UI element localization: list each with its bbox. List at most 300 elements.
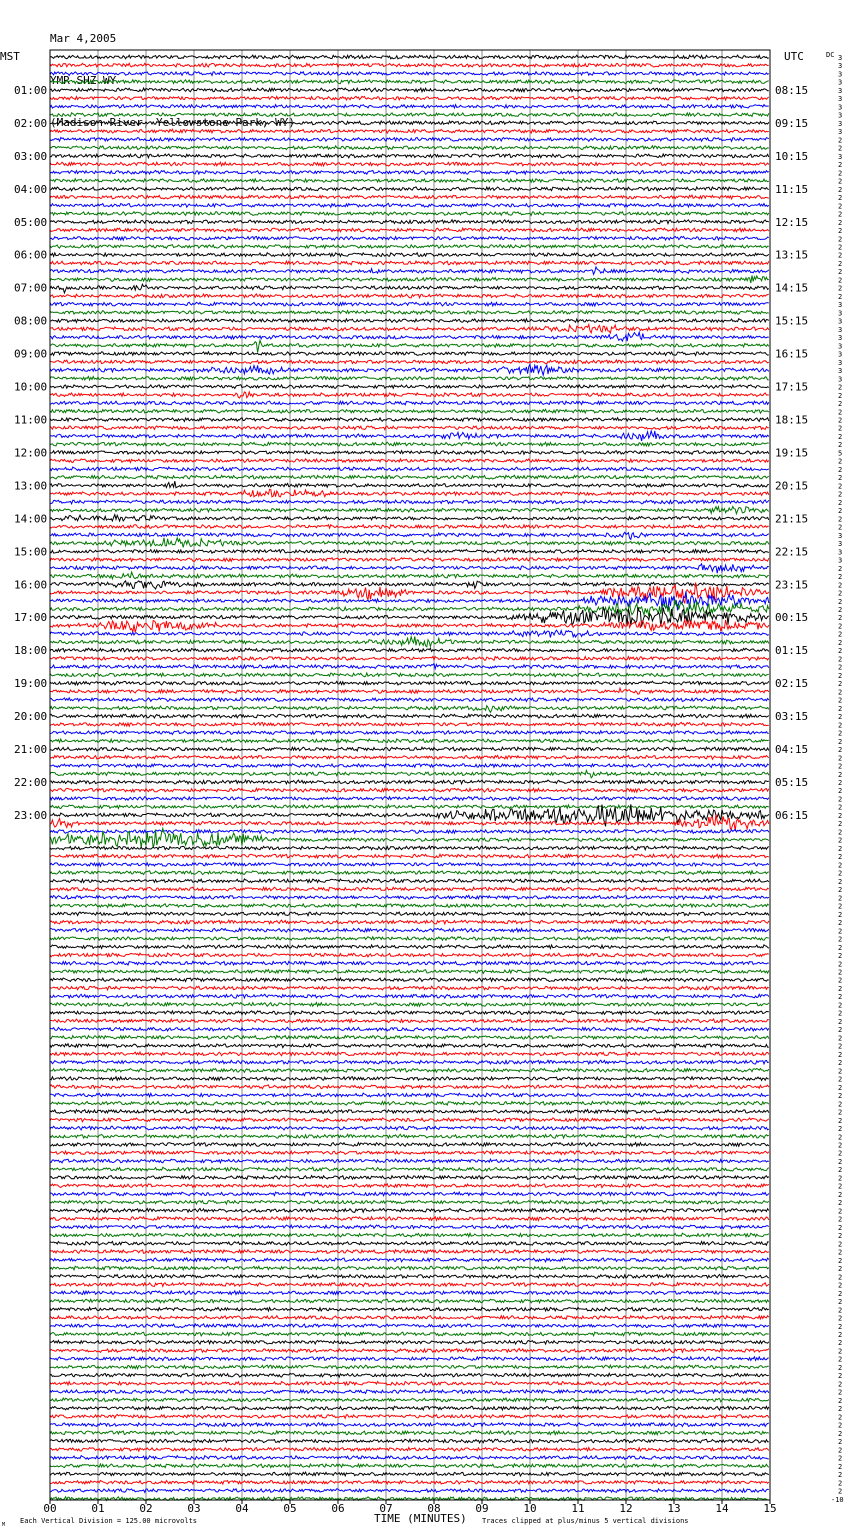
seismic-trace [50, 994, 769, 998]
seismic-trace [50, 1060, 769, 1064]
dc-offset-value: 2 [838, 523, 843, 532]
dc-offset-value: 2 [838, 787, 843, 796]
x-axis-label: TIME (MINUTES) [374, 1512, 467, 1525]
dc-offset-value: 2 [838, 1034, 843, 1043]
dc-offset-value: 2 [838, 803, 843, 812]
seismic-trace [50, 830, 769, 834]
seismic-trace [50, 1126, 769, 1130]
dc-offset-value: 2 [838, 729, 843, 738]
left-hour-label: 12:00 [14, 446, 48, 460]
seismic-trace [50, 409, 769, 413]
seismic-trace [50, 1349, 769, 1353]
x-tick-label: 12 [619, 1502, 633, 1515]
right-hour-label: 09:15 [775, 116, 809, 130]
dc-offset-value: 2 [838, 1462, 843, 1471]
seismic-trace [50, 664, 769, 669]
dc-offset-value: 2 [838, 1256, 843, 1265]
dc-offset-value: 3 [838, 62, 843, 71]
dc-offset-value: 2 [838, 655, 843, 664]
dc-offset-value: 2 [838, 605, 843, 614]
seismic-trace [50, 532, 769, 539]
right-hour-label: 14:15 [775, 281, 809, 295]
x-tick-label: 14 [715, 1502, 729, 1515]
seismic-trace [50, 481, 769, 488]
seismic-trace [50, 212, 769, 216]
dc-offset-value: 2 [838, 1042, 843, 1051]
seismic-trace [50, 863, 769, 867]
seismic-trace [50, 698, 769, 702]
dc-offset-value: 5 [838, 449, 843, 458]
seismic-trace [50, 953, 769, 957]
dc-offset-value: 2 [838, 383, 843, 392]
dc-offset-value: 3 [838, 70, 843, 79]
dc-offset-value: 3 [838, 78, 843, 87]
seismic-trace [50, 920, 769, 924]
dc-offset-value: 3 [838, 309, 843, 318]
dc-offset-value: 2 [838, 1438, 843, 1447]
seismic-trace [50, 970, 769, 974]
seismic-trace [50, 1192, 769, 1196]
seismic-trace [50, 591, 769, 610]
dc-offset-value: 2 [838, 1067, 843, 1076]
dc-offset-value: 2 [838, 1454, 843, 1463]
header-location: (Madison River, Yellowstone Park, WY) [50, 116, 296, 129]
left-hour-label: 03:00 [14, 149, 48, 163]
seismic-trace [50, 961, 769, 965]
dc-offset-value: 2 [838, 663, 843, 672]
dc-offset-value: 3 [838, 531, 843, 540]
left-hour-label: 23:00 [14, 808, 48, 822]
seismic-trace [50, 846, 769, 850]
footer-right-note: Traces clipped at plus/minus 5 vertical divisions [482, 1517, 689, 1525]
seismic-trace [50, 1143, 769, 1147]
right-hour-label: 02:15 [775, 677, 809, 691]
seismic-trace [50, 1258, 769, 1262]
seismic-trace [50, 1151, 769, 1155]
dc-offset-value: 3 [838, 95, 843, 104]
dc-offset-value: 2 [838, 704, 843, 713]
dc-offset-value: 3 [838, 342, 843, 351]
dc-offset-value: 2 [838, 737, 843, 746]
seismic-trace [50, 1093, 769, 1097]
seismic-trace [50, 489, 769, 497]
dc-offset-value: 2 [838, 1355, 843, 1364]
dc-offset-value: 2 [838, 919, 843, 928]
left-hour-label: 06:00 [14, 248, 48, 262]
dc-offset-value: 2 [838, 1166, 843, 1175]
dc-offset-value: 3 [838, 128, 843, 137]
seismic-trace [50, 928, 769, 932]
dc-offset-value: 2 [838, 671, 843, 680]
seismic-trace [50, 887, 769, 891]
left-hour-label: 22:00 [14, 776, 48, 789]
seismic-trace [50, 1291, 769, 1295]
dc-offset-value: 2 [838, 894, 843, 903]
dc-offset-value: 2 [838, 482, 843, 491]
seismic-trace [50, 1439, 769, 1443]
dc-offset-value: 2 [838, 811, 843, 820]
right-hour-label: 17:15 [775, 380, 809, 394]
seismic-trace [50, 515, 769, 521]
seismic-trace [50, 364, 769, 375]
x-tick-label: 03 [187, 1502, 201, 1515]
seismic-trace [50, 788, 769, 792]
seismic-trace [50, 294, 769, 298]
right-hour-label: 12:15 [775, 215, 809, 229]
seismic-trace [50, 1274, 769, 1278]
seismic-trace [50, 558, 769, 562]
dc-offset-value: 2 [838, 795, 843, 804]
seismic-trace [50, 1415, 769, 1419]
dc-offset-value: 2 [838, 836, 843, 845]
seismic-trace [50, 507, 769, 514]
left-hour-label: 02:00 [14, 116, 48, 130]
dc-offset-value: 2 [838, 869, 843, 878]
seismic-trace [50, 426, 769, 430]
dc-offset-value: 2 [838, 185, 843, 194]
right-hour-label: 00:15 [775, 611, 809, 625]
seismic-trace [50, 1077, 769, 1081]
dc-offset-value: 2 [838, 177, 843, 186]
seismic-trace [50, 1176, 769, 1180]
dc-offset-value: 3 [838, 350, 843, 359]
seismic-trace [50, 637, 769, 647]
dc-offset-value: 3 [838, 86, 843, 95]
seismic-trace [50, 267, 769, 274]
right-hour-label: 04:15 [775, 743, 809, 757]
seismic-trace [50, 1134, 769, 1138]
header-date: Mar 4,2005 [50, 32, 117, 45]
dc-offset-value: 2 [838, 1421, 843, 1430]
seismic-trace [50, 284, 769, 293]
seismic-trace [50, 912, 769, 916]
dc-offset-value: 2 [838, 861, 843, 870]
dc-offset-value: 2 [838, 161, 843, 170]
dc-offset-value: 2 [838, 984, 843, 993]
dc-offset-value: 2 [838, 1322, 843, 1331]
seismic-trace [50, 648, 769, 652]
dc-offset-value: 2 [838, 235, 843, 244]
seismic-trace [50, 459, 769, 463]
seismic-trace [50, 780, 769, 784]
dc-offset-value: 2 [838, 1174, 843, 1183]
seismic-trace [50, 739, 769, 743]
dc-offset-value: 2 [838, 1281, 843, 1290]
dc-offset-value: 2 [838, 976, 843, 985]
dc-offset-value: 2 [838, 680, 843, 689]
dc-offset-value: 2 [838, 1429, 843, 1438]
seismic-trace [50, 236, 769, 240]
dc-offset-value: 2 [838, 1199, 843, 1208]
seismic-trace [50, 797, 769, 801]
seismic-trace [50, 113, 769, 117]
seismic-trace [50, 179, 769, 183]
left-hour-label: 15:00 [14, 545, 48, 559]
dc-offset-value: 2 [838, 1306, 843, 1315]
dc-offset-column [831, 54, 844, 1504]
dc-offset-value: 2 [838, 614, 843, 623]
seismic-trace [50, 467, 769, 471]
seismic-trace [50, 1332, 769, 1336]
dc-offset-value: 2 [838, 243, 843, 252]
seismic-trace [50, 1217, 769, 1221]
dc-offset-value: 2 [838, 828, 843, 837]
seismic-trace [50, 253, 769, 257]
seismic-trace [50, 1003, 769, 1007]
seismic-trace [50, 442, 769, 446]
seismic-trace [50, 895, 769, 899]
dc-offset-value: 2 [838, 408, 843, 417]
seismic-trace [50, 1184, 769, 1188]
seismic-trace [50, 1159, 769, 1163]
seismic-trace [50, 1423, 769, 1427]
dc-offset-value: 2 [838, 227, 843, 236]
dc-offset-value: 2 [838, 1363, 843, 1372]
seismic-trace [50, 731, 769, 735]
seismic-trace [50, 706, 769, 713]
dc-offset-value: 2 [838, 218, 843, 227]
dc-offset-value: 2 [838, 457, 843, 466]
dc-offset-value: 3 [838, 103, 843, 112]
seismic-trace [50, 978, 769, 982]
seismic-trace [50, 88, 769, 92]
seismic-trace [50, 1480, 769, 1484]
x-tick-label: 02 [139, 1502, 153, 1515]
dc-offset-value: 2 [838, 597, 843, 606]
dc-offset-value: 3 [838, 375, 843, 384]
dc-offset-value: 2 [838, 1125, 843, 1134]
seismic-trace [50, 814, 769, 831]
dc-offset-value: 2 [838, 573, 843, 582]
seismic-trace [50, 1011, 769, 1015]
dc-offset-value: 2 [838, 391, 843, 400]
seismic-trace [50, 1200, 769, 1204]
dc-offset-value: 2 [838, 1092, 843, 1101]
dc-offset-value: 2 [838, 688, 843, 697]
dc-offset-value: 3 [838, 317, 843, 326]
dc-offset-value: 2 [838, 779, 843, 787]
seismic-trace [50, 203, 769, 207]
seismic-trace [50, 228, 769, 232]
seismic-trace [50, 418, 769, 422]
seismic-trace [50, 385, 769, 389]
right-axis-title: UTC [784, 50, 804, 63]
seismic-trace [50, 500, 769, 504]
seismic-trace [50, 475, 769, 479]
dc-offset-value: 2 [838, 1446, 843, 1455]
seismic-trace [50, 72, 769, 76]
seismic-trace [50, 319, 769, 323]
seismic-trace [50, 245, 769, 249]
dc-offset-value: 2 [838, 622, 843, 631]
seismic-trace [50, 80, 769, 84]
right-hour-label: 03:15 [775, 710, 809, 724]
dc-offset-value: 2 [838, 754, 843, 763]
dc-offset-value: 2 [838, 169, 843, 178]
seismic-trace [50, 1101, 769, 1105]
dc-offset-value: 2 [838, 465, 843, 474]
dc-offset-value: 3 [838, 119, 843, 128]
seismic-trace [50, 1250, 769, 1254]
dc-offset-value: 2 [838, 507, 843, 516]
dc-offset-value: 2 [838, 259, 843, 268]
dc-offset-value: 3 [838, 367, 843, 376]
seismic-trace [50, 1299, 769, 1303]
right-hour-label: 13:15 [775, 248, 809, 262]
dc-offset-value: 2 [838, 144, 843, 153]
seismic-trace [50, 681, 769, 685]
x-tick-label: 04 [235, 1502, 249, 1515]
seismic-trace [50, 1324, 769, 1328]
seismic-trace [50, 276, 769, 284]
dc-offset-value: 2 [838, 968, 843, 977]
seismic-trace [50, 1307, 769, 1311]
seismic-trace [50, 129, 769, 133]
dc-offset-value: 2 [838, 1083, 843, 1092]
dc-offset-value: 3 [838, 358, 843, 367]
seismic-trace [50, 1316, 769, 1320]
seismic-trace [50, 1448, 769, 1452]
seismic-trace [50, 352, 769, 356]
dc-offset-value: 2 [838, 713, 843, 722]
seismic-trace [50, 187, 769, 191]
trace-layer [50, 55, 769, 1501]
left-hour-label: 19:00 [14, 677, 48, 691]
dc-offset-value: -10 [831, 1495, 844, 1504]
seismic-trace [50, 538, 769, 548]
dc-offset-value: 2 [838, 1050, 843, 1059]
dc-offset-value: 2 [838, 1265, 843, 1274]
seismic-trace [50, 171, 769, 175]
right-hour-label: 20:15 [775, 479, 809, 493]
seismic-trace [50, 1167, 769, 1171]
dc-offset-value: 2 [838, 1141, 843, 1150]
x-tick-label: 11 [571, 1502, 585, 1515]
x-tick-label: 00 [43, 1502, 57, 1515]
left-hour-label: 10:00 [14, 380, 48, 394]
dc-offset-value: 2 [838, 1001, 843, 1010]
dc-offset-value: 2 [838, 1223, 843, 1232]
dc-offset-value: 2 [838, 877, 843, 886]
dc-offset-value: 2 [838, 1347, 843, 1356]
left-hour-label: 16:00 [14, 578, 48, 592]
dc-offset-value: 2 [838, 424, 843, 433]
seismic-trace [50, 1357, 769, 1361]
seismic-trace [50, 714, 769, 718]
seismic-trace [50, 945, 769, 949]
dc-offset-value: 3 [838, 556, 843, 565]
seismic-trace [50, 1373, 769, 1377]
seismic-trace [50, 688, 769, 694]
dc-offset-value: 2 [838, 1330, 843, 1339]
seismic-trace [50, 220, 769, 224]
dc-offset-value: 2 [838, 1116, 843, 1125]
seismic-trace [50, 1365, 769, 1369]
seismic-trace [50, 1233, 769, 1237]
x-tick-label: 10 [523, 1502, 537, 1515]
dc-offset-value: 3 [838, 54, 843, 62]
left-hour-label: 18:00 [14, 644, 48, 658]
bottom-left-mark: M [2, 1522, 6, 1528]
dc-offset-value: 2 [838, 1182, 843, 1191]
seismic-trace [50, 1456, 769, 1460]
seismic-trace [50, 770, 769, 778]
seismic-trace [50, 1390, 769, 1394]
right-hour-label: 16:15 [775, 347, 809, 361]
seismic-trace [50, 747, 769, 751]
seismic-trace [50, 96, 769, 100]
right-hour-label: 23:15 [775, 578, 809, 592]
dc-offset-value: 2 [838, 1017, 843, 1026]
dc-offset-value: 2 [838, 1157, 843, 1166]
dc-offset-value: 2 [838, 1149, 843, 1158]
seismic-trace [50, 564, 769, 573]
dc-offset-value: 2 [838, 515, 843, 524]
dc-offset-value: 2 [838, 1009, 843, 1018]
dc-offset-value: 2 [838, 910, 843, 919]
seismic-trace [50, 550, 769, 554]
dc-offset-value: 2 [838, 474, 843, 483]
seismic-trace [50, 1044, 769, 1048]
seismic-trace [50, 871, 769, 875]
seismic-trace [50, 1406, 769, 1410]
dc-offset-value: 2 [838, 943, 843, 952]
dc-label: DC [826, 51, 835, 59]
dc-offset-value: 2 [838, 1339, 843, 1348]
left-hour-label: 21:00 [14, 743, 48, 757]
dc-offset-value: 2 [838, 844, 843, 853]
dc-offset-value: 2 [838, 1479, 843, 1488]
seismic-trace [50, 1431, 769, 1435]
seismic-trace [50, 854, 769, 858]
seismic-trace [50, 904, 769, 908]
seismic-trace [50, 1340, 769, 1344]
dc-offset-value: 3 [838, 111, 843, 120]
left-hour-label: 17:00 [14, 611, 48, 625]
dc-offset-value: 2 [838, 1380, 843, 1389]
dc-offset-value: 2 [838, 432, 843, 441]
dc-offset-value: 2 [838, 136, 843, 145]
seismic-trace [50, 581, 769, 589]
dc-offset-value: 2 [838, 268, 843, 277]
left-axis-title: MST [0, 50, 20, 63]
dc-offset-value: 2 [838, 292, 843, 301]
right-hour-label: 08:15 [775, 83, 809, 97]
dc-offset-value: 2 [838, 400, 843, 409]
seismic-trace [50, 1398, 769, 1402]
seismic-trace [50, 657, 769, 661]
dc-offset-value: 2 [838, 647, 843, 656]
dc-offset-value: 2 [838, 284, 843, 293]
right-hour-label: 11:15 [775, 182, 809, 196]
seismic-trace [50, 1052, 769, 1056]
dc-offset-value: 2 [838, 1273, 843, 1282]
dc-offset-value: 2 [838, 902, 843, 911]
dc-offset-value: 2 [838, 927, 843, 936]
seismic-trace [50, 302, 769, 306]
x-tick-label: 01 [91, 1502, 105, 1515]
seismic-trace [50, 451, 769, 455]
footer-left-note: Each Vertical Division = 125.00 microvolts [20, 1517, 198, 1525]
dc-offset-value: 2 [838, 564, 843, 573]
seismic-trace [50, 195, 769, 199]
dc-offset-value: 2 [838, 1388, 843, 1397]
left-hour-label: 01:00 [14, 83, 48, 97]
dc-offset-value: 3 [838, 325, 843, 334]
seismic-trace [50, 392, 769, 398]
x-tick-label: 08 [427, 1502, 441, 1515]
seismic-trace [50, 630, 769, 637]
